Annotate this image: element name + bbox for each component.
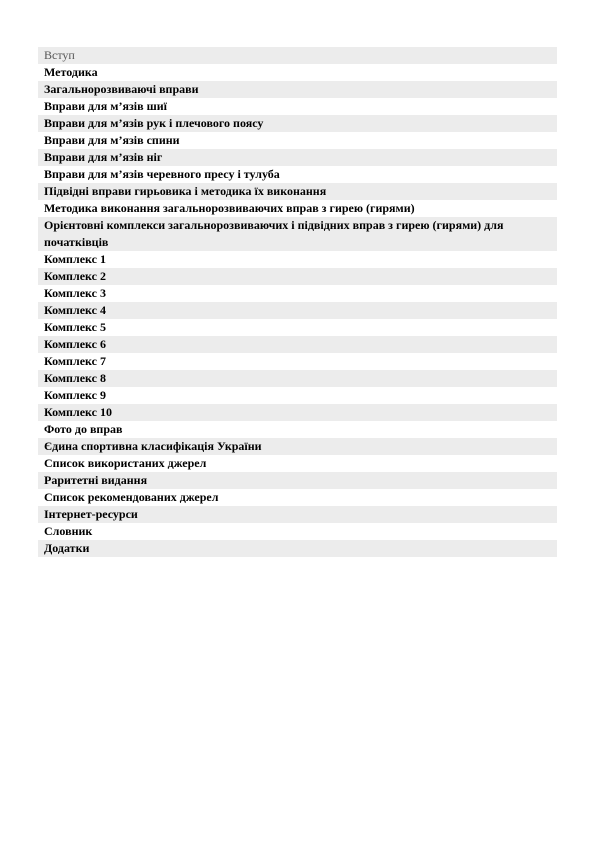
toc-item[interactable]: Вступ (38, 47, 557, 64)
toc-item[interactable]: Список рекомендованих джерел (44, 490, 219, 504)
toc-item[interactable]: Комплекс 6 (38, 336, 557, 353)
toc-item[interactable]: Комплекс 10 (38, 404, 557, 421)
toc-item[interactable]: Комплекс 1 (44, 252, 106, 266)
toc-item[interactable]: Вправи для м’язів спини (44, 133, 180, 147)
toc-item[interactable]: Список використаних джерел (44, 456, 207, 470)
toc-item[interactable]: Єдина спортивна класифікація України (38, 438, 557, 455)
toc-item[interactable]: Орієнтовні комплекси загальнорозвиваючих і підвідних вправ з гирею (гирями) для початківців (38, 217, 557, 251)
toc-item[interactable]: Комплекс 8 (38, 370, 557, 387)
toc-item[interactable]: Фото до вправ (44, 422, 123, 436)
toc-item[interactable]: Комплекс 7 (44, 354, 106, 368)
toc-item[interactable]: Вправи для м’язів рук і плечового поясу (38, 115, 557, 132)
toc-item[interactable]: Методика (44, 65, 98, 79)
toc-item[interactable]: Комплекс 2 (38, 268, 557, 285)
toc-item[interactable]: Вправи для м’язів черевного пресу і тулуба (44, 167, 280, 181)
toc-item[interactable]: Методика виконання загальнорозвиваючих вправ з гирею (гирями) (44, 201, 415, 215)
toc-item[interactable]: Додатки (38, 540, 557, 557)
toc-item[interactable]: Вправи для м’язів ніг (38, 149, 557, 166)
toc-item[interactable]: Підвідні вправи гирьовика і методика їх виконання (38, 183, 557, 200)
toc-item[interactable]: Раритетні видання (38, 472, 557, 489)
table-of-contents (38, 47, 557, 557)
toc-item[interactable]: Комплекс 4 (38, 302, 557, 319)
toc-item[interactable]: Комплекс 3 (44, 286, 106, 300)
toc-item[interactable]: Загальнорозвиваючі вправи (38, 81, 557, 98)
toc-item[interactable]: Вправи для м’язів шиї (44, 99, 167, 113)
toc-item[interactable]: Інтернет-ресурси (38, 506, 557, 523)
toc-item[interactable]: Комплекс 9 (44, 388, 106, 402)
toc-item[interactable]: Комплекс 5 (44, 320, 106, 334)
toc-item[interactable]: Словник (44, 524, 93, 538)
